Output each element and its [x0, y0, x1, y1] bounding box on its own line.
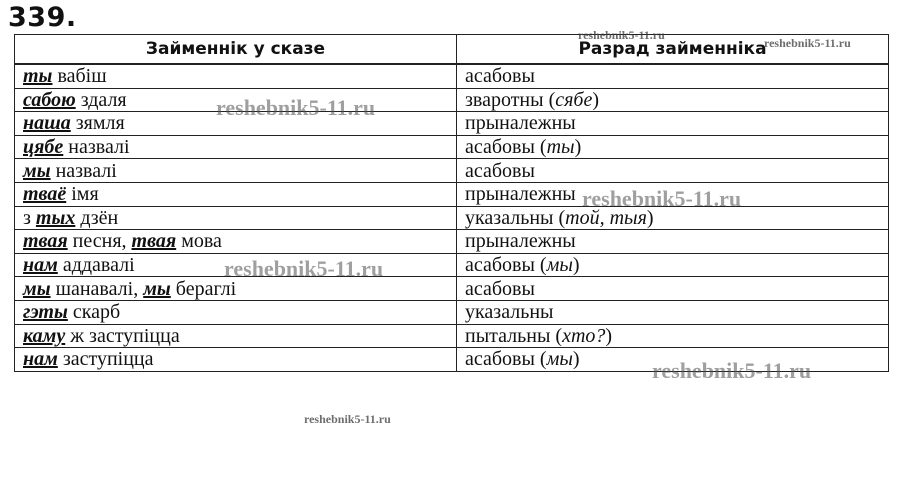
pronoun-in-sentence-cell	[15, 230, 457, 254]
text-part: указальны (	[465, 206, 566, 229]
table-row	[15, 324, 889, 348]
text-part: назвалі	[50, 159, 117, 182]
pronoun-word: твая	[23, 230, 68, 253]
header-pronoun-category: Разрад займенніка	[457, 35, 889, 65]
table-row	[15, 112, 889, 136]
pronoun-category-cell	[457, 324, 889, 348]
watermark: reshebnik5-11.ru	[216, 95, 376, 120]
pronoun-category-cell	[457, 300, 889, 324]
text-part: зваротны (	[465, 88, 556, 111]
pronoun-in-sentence-cell	[15, 88, 457, 112]
table-row	[15, 206, 889, 230]
text-part: прыналежны	[465, 112, 576, 135]
text-part: шанавалі,	[50, 277, 144, 300]
table-row	[15, 182, 889, 206]
text-part: )	[605, 324, 613, 347]
pronoun-word: мы	[143, 277, 171, 300]
pronoun-word: наша	[23, 112, 71, 135]
pronoun-in-sentence-cell	[15, 324, 457, 348]
hint-word: хто?	[562, 324, 606, 347]
text-part: )	[646, 206, 654, 229]
hint-word: ты	[546, 136, 575, 159]
text-part: пытальны (	[465, 324, 563, 347]
table-row	[15, 135, 889, 159]
header-pronoun-in-sentence: Займеннік у сказе	[15, 35, 457, 65]
text-part: асабовы (	[465, 348, 547, 371]
hint-word: той, тыя	[565, 206, 647, 229]
pronoun-word: тых	[35, 206, 76, 229]
watermark: reshebnik5-11.ru	[304, 412, 391, 426]
text-part: назвалі	[63, 136, 130, 159]
text-part: дзён	[75, 206, 119, 229]
text-part: асабовы	[465, 277, 535, 300]
text-part: прыналежны	[465, 230, 576, 253]
text-part: скарб	[67, 301, 121, 324]
text-part: зямля	[70, 112, 125, 135]
table-row	[15, 277, 889, 301]
text-part: )	[572, 254, 580, 277]
text-part: прыналежны	[465, 183, 576, 206]
pronoun-word: цябе	[23, 136, 64, 159]
text-part: асабовы	[465, 65, 535, 88]
pronoun-in-sentence-cell	[15, 64, 457, 88]
text-part: )	[592, 88, 600, 111]
watermark: reshebnik5-11.ru	[764, 36, 851, 50]
text-part: з	[23, 206, 36, 229]
watermark: reshebnik5-11.ru	[582, 186, 742, 211]
pronoun-in-sentence-cell	[15, 300, 457, 324]
pronoun-word: твая	[131, 230, 177, 253]
table-row	[15, 88, 889, 112]
table-row	[15, 64, 889, 88]
pronoun-category-cell	[457, 135, 889, 159]
text-part: аддавалі	[57, 254, 135, 277]
pronoun-word: мы	[23, 277, 51, 300]
text-part: ж заступіцца	[65, 324, 180, 347]
text-part: асабовы	[465, 159, 535, 182]
hint-word: мы	[546, 348, 573, 371]
exercise-number: 339.	[8, 2, 77, 33]
pronoun-in-sentence-cell	[15, 206, 457, 230]
watermark: reshebnik5-11.ru	[224, 256, 384, 281]
table-header-row	[15, 35, 889, 65]
text-part: )	[572, 348, 580, 371]
table-row	[15, 230, 889, 254]
text-part: вабіш	[52, 65, 107, 88]
text-part: песня,	[67, 230, 132, 253]
text-part: асабовы (	[465, 254, 547, 277]
hint-word: сябе	[555, 88, 593, 111]
pronoun-in-sentence-cell	[15, 253, 457, 277]
pronoun-category-cell	[457, 182, 889, 206]
table-row	[15, 159, 889, 183]
text-part: імя	[66, 183, 99, 206]
pronoun-word: сабою	[23, 88, 76, 111]
pronoun-word: мы	[23, 159, 51, 182]
pronoun-word: ты	[23, 65, 53, 88]
table-row	[15, 253, 889, 277]
pronoun-category-cell	[457, 64, 889, 88]
pronoun-category-cell	[457, 88, 889, 112]
watermark: reshebnik5-11.ru	[578, 28, 665, 42]
pronoun-table	[14, 34, 889, 372]
hint-word: мы	[546, 254, 573, 277]
pronoun-category-cell	[457, 253, 889, 277]
pronoun-word: нам	[23, 254, 58, 277]
pronoun-in-sentence-cell	[15, 348, 457, 372]
pronoun-word: тваё	[23, 183, 67, 206]
text-part: здаля	[75, 88, 127, 111]
pronoun-in-sentence-cell	[15, 182, 457, 206]
text-part: )	[574, 136, 582, 159]
pronoun-in-sentence-cell	[15, 112, 457, 136]
pronoun-in-sentence-cell	[15, 277, 457, 301]
pronoun-in-sentence-cell	[15, 135, 457, 159]
table-row	[15, 300, 889, 324]
pronoun-category-cell	[457, 112, 889, 136]
pronoun-category-cell	[457, 277, 889, 301]
text-part: заступіцца	[57, 348, 154, 371]
pronoun-category-cell	[457, 230, 889, 254]
text-part: берaглі	[170, 277, 237, 300]
pronoun-word: каму	[23, 324, 66, 347]
pronoun-word: нам	[23, 348, 58, 371]
text-part: указальны	[465, 301, 554, 324]
pronoun-category-cell	[457, 348, 889, 372]
pronoun-category-cell	[457, 159, 889, 183]
watermark: reshebnik5-11.ru	[652, 358, 812, 383]
pronoun-category-cell	[457, 206, 889, 230]
pronoun-word: гэты	[23, 301, 68, 324]
text-part: асабовы (	[465, 136, 547, 159]
pronoun-in-sentence-cell	[15, 159, 457, 183]
text-part: мова	[176, 230, 222, 253]
table-row	[15, 348, 889, 372]
